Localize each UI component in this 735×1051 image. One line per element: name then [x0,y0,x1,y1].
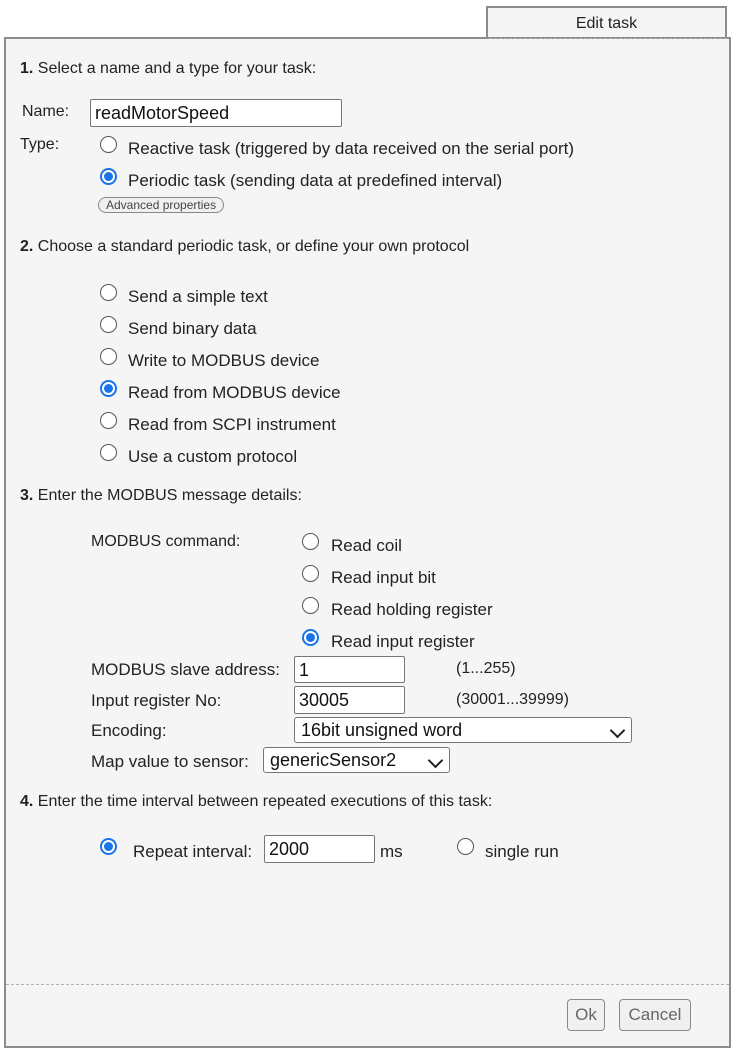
step1-heading [20,60,316,78]
slave-address-label: MODBUS slave address: [91,660,280,679]
encoding-label: Encoding: [91,721,167,740]
protocol-custom-radio[interactable] [100,444,117,461]
type-reactive-label[interactable]: Reactive task (triggered by data received on the serial port) [128,139,575,158]
type-periodic-radio[interactable] [100,168,117,185]
protocol-scpi-radio[interactable] [100,412,117,429]
protocol-binary-label[interactable]: Send binary data [128,319,257,338]
sensor-select[interactable] [263,747,450,773]
register-input[interactable]: 30005 [294,686,405,714]
step3-text: Enter the MODBUS message details: [33,487,302,504]
command-read-holding-register-label[interactable]: Read holding register [331,600,493,619]
step2-text: Choose a standard periodic task, or define your own protocol [33,238,470,255]
type-reactive-radio[interactable] [100,136,117,153]
repeat-interval-label[interactable]: Repeat interval: [133,842,253,861]
protocol-modbus-write-label[interactable]: Write to MODBUS device [128,351,320,370]
command-read-input-bit-label[interactable]: Read input bit [331,568,436,587]
cancel-button[interactable]: Cancel [619,999,691,1031]
command-read-input-register-radio[interactable] [302,629,319,646]
single-run-radio[interactable] [457,838,474,855]
protocol-custom-label[interactable]: Use a custom protocol [128,447,298,466]
step4-text: Enter the time interval between repeated executions of this task: [33,793,493,810]
protocol-binary-radio[interactable] [100,316,117,333]
footer-divider [6,984,729,985]
ok-button[interactable]: Ok [567,999,605,1031]
advanced-properties-button[interactable]: Advanced properties [98,197,224,213]
step3-number: 3. [20,487,34,504]
interval-unit: ms [380,842,403,861]
sensor-value: genericSensor2 [270,750,397,770]
protocol-modbus-read-radio[interactable] [100,380,117,397]
modbus-command-label: MODBUS command: [91,533,241,550]
command-read-holding-register-radio[interactable] [302,597,319,614]
command-read-coil-label[interactable]: Read coil [331,536,402,555]
slave-address-input[interactable]: 1 [294,656,405,683]
step1-number: 1. [20,60,34,77]
step4-number: 4. [20,793,34,810]
repeat-interval-input[interactable]: 2000 [264,835,375,863]
command-read-coil-radio[interactable] [302,533,319,550]
register-label: Input register No: [91,691,222,710]
type-label: Type: [20,136,60,153]
slave-address-range: (1...255) [456,660,516,677]
protocol-modbus-read-label[interactable]: Read from MODBUS device [128,383,341,402]
step3-heading [20,487,302,505]
chevron-down-icon [428,753,444,769]
command-read-input-register-label[interactable]: Read input register [331,632,475,651]
tab-title: Edit task [575,15,638,32]
tab-divider [489,38,727,39]
encoding-value: 16bit unsigned word [301,720,463,740]
type-periodic-label[interactable]: Periodic task (sending data at predefined interval) [128,171,503,190]
command-read-input-bit-radio[interactable] [302,565,319,582]
protocol-scpi-label[interactable]: Read from SCPI instrument [128,415,336,434]
step2-number: 2. [20,238,34,255]
repeat-interval-radio[interactable] [100,838,117,855]
encoding-select[interactable] [294,717,632,743]
task-name-input[interactable]: readMotorSpeed [90,99,342,127]
protocol-simple-text-radio[interactable] [100,284,117,301]
single-run-label[interactable]: single run [485,842,559,861]
register-range: (30001...39999) [456,691,569,708]
tab-edit-task[interactable] [486,6,727,39]
sensor-label: Map value to sensor: [91,752,249,771]
step1-text: Select a name and a type for your task: [33,60,317,77]
chevron-down-icon [610,723,626,739]
protocol-modbus-write-radio[interactable] [100,348,117,365]
step4-heading [20,793,492,811]
step2-heading [20,238,469,256]
protocol-simple-text-label[interactable]: Send a simple text [128,287,268,306]
name-label: Name: [22,103,70,120]
